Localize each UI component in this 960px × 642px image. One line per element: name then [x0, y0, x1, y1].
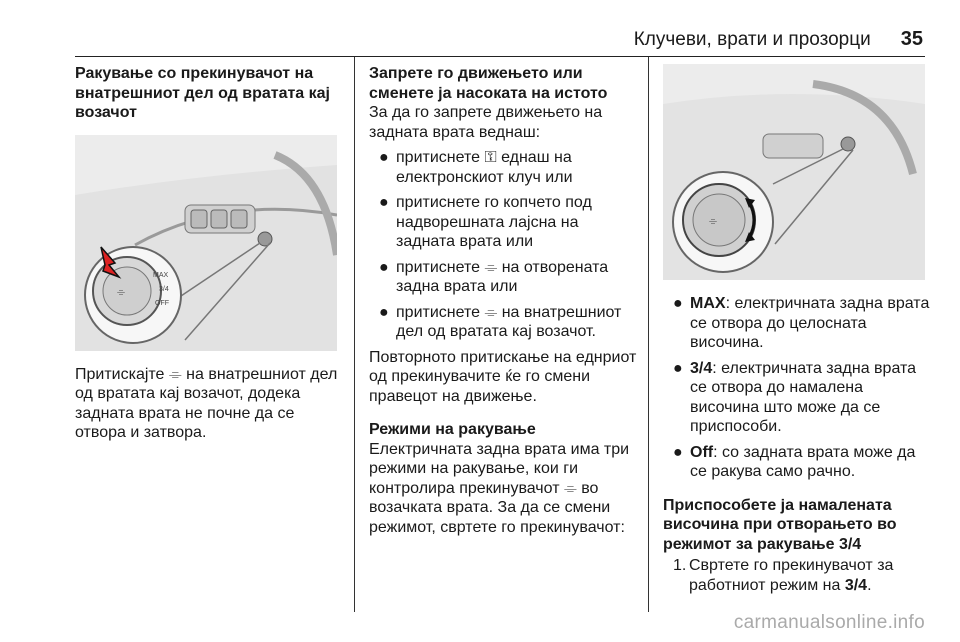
mode-knob-illustration [663, 64, 925, 280]
stop-methods-list [369, 148, 637, 342]
section-heading-driver-switch: Ракување со прекинувачот на внатрешниот дел од вратата кај возачот [75, 65, 330, 121]
steps-list [663, 556, 931, 595]
chapter-title: Клучеви, врати и прозорци [633, 29, 871, 50]
svg-text:⌯: ⌯ [709, 216, 717, 227]
column-divider-1 [354, 57, 355, 612]
list-item: 1. Свртете го прекинувачот за работниот режим на 3/4. [673, 557, 894, 594]
section-heading-adjust-height: Приспособете ја намалената височина при отворањето во режимот за ракување 3/4 [663, 496, 897, 553]
page-header [0, 28, 923, 51]
list-item: ● притиснете го копчето под надворешната лајсна на задната врата или [379, 194, 592, 250]
watermark: carmanualsonline.info [733, 612, 925, 633]
driver-switch-paragraph: Притискајте ⌯ на внатрешниот дел од вратата кај возачот, додека задната врата не почне да се отвора и затвора. [75, 365, 338, 441]
page-number: 35 [900, 28, 923, 50]
column-2 [369, 64, 637, 537]
modes-list [663, 294, 931, 482]
list-item: ● 3/4: електричната задна врата се отвора до намалена височина што може да се приспособи. [673, 359, 917, 435]
knob-label-off: OFF [155, 299, 169, 307]
list-item: ● Off: со задната врата може да се ракува само рачно. [673, 443, 916, 480]
column-1 [75, 64, 343, 443]
column-3 [663, 64, 931, 595]
list-item: ● MAX: електричната задна врата се отвора до целосната височина. [673, 295, 930, 351]
svg-text:⌯: ⌯ [117, 286, 125, 298]
door-switch-illustration [75, 135, 337, 351]
section-heading-stop-reverse: Запрете го движењето или сменете ја насоката на истото [369, 65, 608, 102]
knob-label-max: MAX [153, 271, 169, 279]
column-divider-2 [648, 57, 649, 612]
list-item: ● притиснете ⚿ еднаш на електронскиот клуч или [379, 149, 573, 186]
section-heading-modes: Режими на ракување [369, 421, 536, 438]
modes-paragraph: Електричната задна врата има три режими на ракување, кои ги контролира прекинувачот ⌯ во возачката врата. За да се смени режимот, свртете го прекинувачот: [369, 440, 630, 536]
knob-label-34: 3/4 [159, 285, 169, 293]
list-item: ● притиснете ⌯ на отворената задна врата или [379, 258, 609, 295]
header-rule [75, 56, 925, 57]
stop-intro: За да го запрете движењето на задната врата веднаш: [369, 104, 603, 141]
list-item: ● притиснете ⌯ на внатрешниот дел од вратата кај возачот. [379, 303, 622, 340]
reverse-paragraph: Повторното притискање на еднриот од прекинувачите ќе го смени правецот на движење. [369, 348, 637, 405]
